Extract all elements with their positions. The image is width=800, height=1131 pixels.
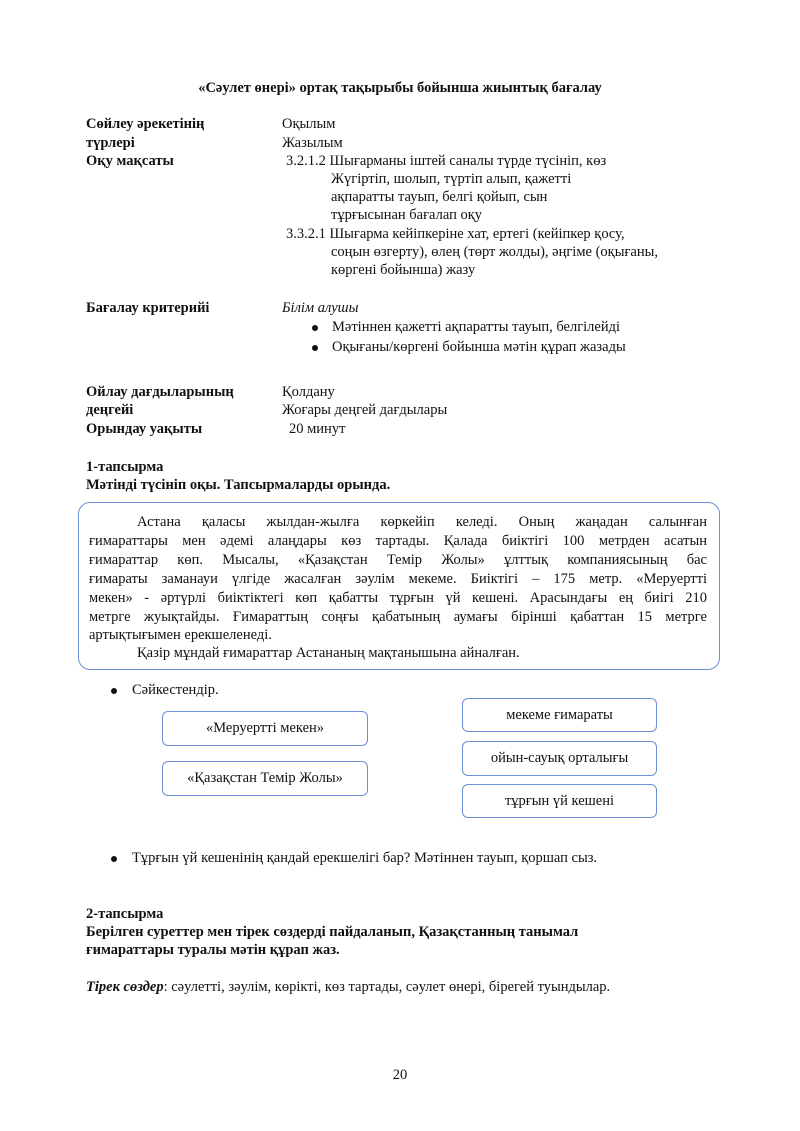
- learning-goal-line: 3.3.2.1 Шығарма кейіпкеріне хат, ертегі (кейіпкер қосу,: [286, 226, 625, 242]
- time-value: 20 минут: [289, 421, 346, 437]
- bullet-icon: [312, 345, 318, 351]
- learning-goal-line: ақпаратты тауып, белгі қойып, сын: [331, 189, 548, 205]
- match-left-item[interactable]: «Меруертті мекен»: [162, 711, 368, 746]
- criteria-label: Бағалау критерийі: [86, 300, 210, 316]
- criteria-item: Мәтіннен қажетті ақпаратты тауып, белгілейді: [332, 319, 621, 335]
- reading-text-line: ғимараттары мен әдемі алаңдары көз тартады. Қалада биіктігі 100 метрден асатын: [89, 533, 707, 549]
- criteria-learner: Білім алушы: [282, 300, 359, 316]
- keywords-list: : сәулетті, зәулім, көрікті, көз тартады, сәулет өнері, бірегей туындылар.: [163, 979, 611, 995]
- thinking-label-2: деңгейі: [86, 402, 134, 418]
- reading-text-line: Астана қаласы жылдан-жылға көркейіп келеді. Оның жаңадан салынған: [137, 514, 707, 530]
- bullet-icon: [312, 325, 318, 331]
- learning-goal-line: тұрғысынан бағалап оқу: [331, 207, 483, 223]
- task1-instruction: Мәтінді түсініп оқы. Тапсырмаларды орында.: [86, 477, 391, 493]
- keywords-label: Тірек сөздер: [86, 979, 164, 995]
- task2-instruction-1: Берілген суреттер мен тірек сөздерді пайдаланып, Қазақстанның танымал: [86, 924, 579, 940]
- page-number: 20: [392, 1067, 408, 1083]
- match-left-item[interactable]: «Қазақстан Темір Жолы»: [162, 761, 368, 796]
- reading-text-line: артықтығымен ерекшеленеді.: [89, 627, 272, 643]
- time-label: Орындау уақыты: [86, 421, 203, 437]
- learning-goal-line: Жүгіртіп, шолып, түртіп алып, қажетті: [331, 171, 572, 187]
- learning-goal-line: көргені бойынша) жазу: [331, 262, 476, 278]
- task1-heading: 1-тапсырма: [86, 459, 164, 475]
- thinking-value-1: Қолдану: [282, 384, 335, 400]
- speech-type-writing: Жазылым: [282, 135, 343, 151]
- keywords-line: [86, 979, 610, 996]
- reading-text-line: Қазір мұндай ғимараттар Астананың мақтанышына айналған.: [137, 645, 520, 661]
- match-right-item[interactable]: мекеме ғимараты: [462, 698, 657, 732]
- bullet-icon: [111, 856, 117, 862]
- learning-goal-label: Оқу мақсаты: [86, 153, 174, 169]
- speech-types-label-2: түрлері: [86, 135, 135, 151]
- thinking-value-2: Жоғары деңгей дағдылары: [282, 402, 448, 418]
- match-right-item[interactable]: тұрғын үй кешені: [462, 784, 657, 818]
- match-right-item[interactable]: ойын-сауық орталығы: [462, 741, 657, 776]
- task2-heading: 2-тапсырма: [86, 906, 164, 922]
- speech-types-label-1: Сөйлеу әрекетінің: [86, 116, 205, 132]
- matching-prompt: Сәйкестендір.: [132, 682, 219, 698]
- bullet-icon: [111, 688, 117, 694]
- learning-goal-line: 3.2.1.2 Шығарманы іштей саналы түрде түсініп, көз: [286, 153, 607, 169]
- learning-goal-line: соңын өзгерту), өлең (төрт жолды), әңгіме (оқығаны,: [331, 244, 658, 260]
- reading-text-line: ғимараттар көп. Мысалы, «Қазақстан Темір Жолы» ұлттық компаниясының бас: [89, 552, 707, 568]
- thinking-label-1: Ойлау дағдыларының: [86, 384, 234, 400]
- speech-type-reading: Оқылым: [282, 116, 336, 132]
- reading-text-line: метрге жуықтайды. Ғимараттың соңғы қабатының аумағы бірінші қабаттан 15 метрге: [89, 609, 707, 625]
- reading-text-line: мекен» - әртүрлі биіктіктегі көп қабатты тұрғын үй кешені. Арасындағы ең биігі 210: [89, 590, 707, 606]
- reading-text-line: ғимараты заманауи үлгіде жасалған зәулім мекеме. Биіктігі – 175 метр. «Меруертті: [89, 571, 707, 587]
- criteria-item: Оқығаны/көргені бойынша мәтін құрап жазады: [332, 339, 626, 355]
- question-text: Тұрғын үй кешенінің қандай ерекшелігі бар? Мәтіннен тауып, қоршап сыз.: [132, 850, 598, 866]
- task2-instruction-2: ғимараттары туралы мәтін құрап жаз.: [86, 942, 340, 958]
- page-title: «Сәулет өнері» ортақ тақырыбы бойынша жиынтық бағалау: [198, 80, 602, 96]
